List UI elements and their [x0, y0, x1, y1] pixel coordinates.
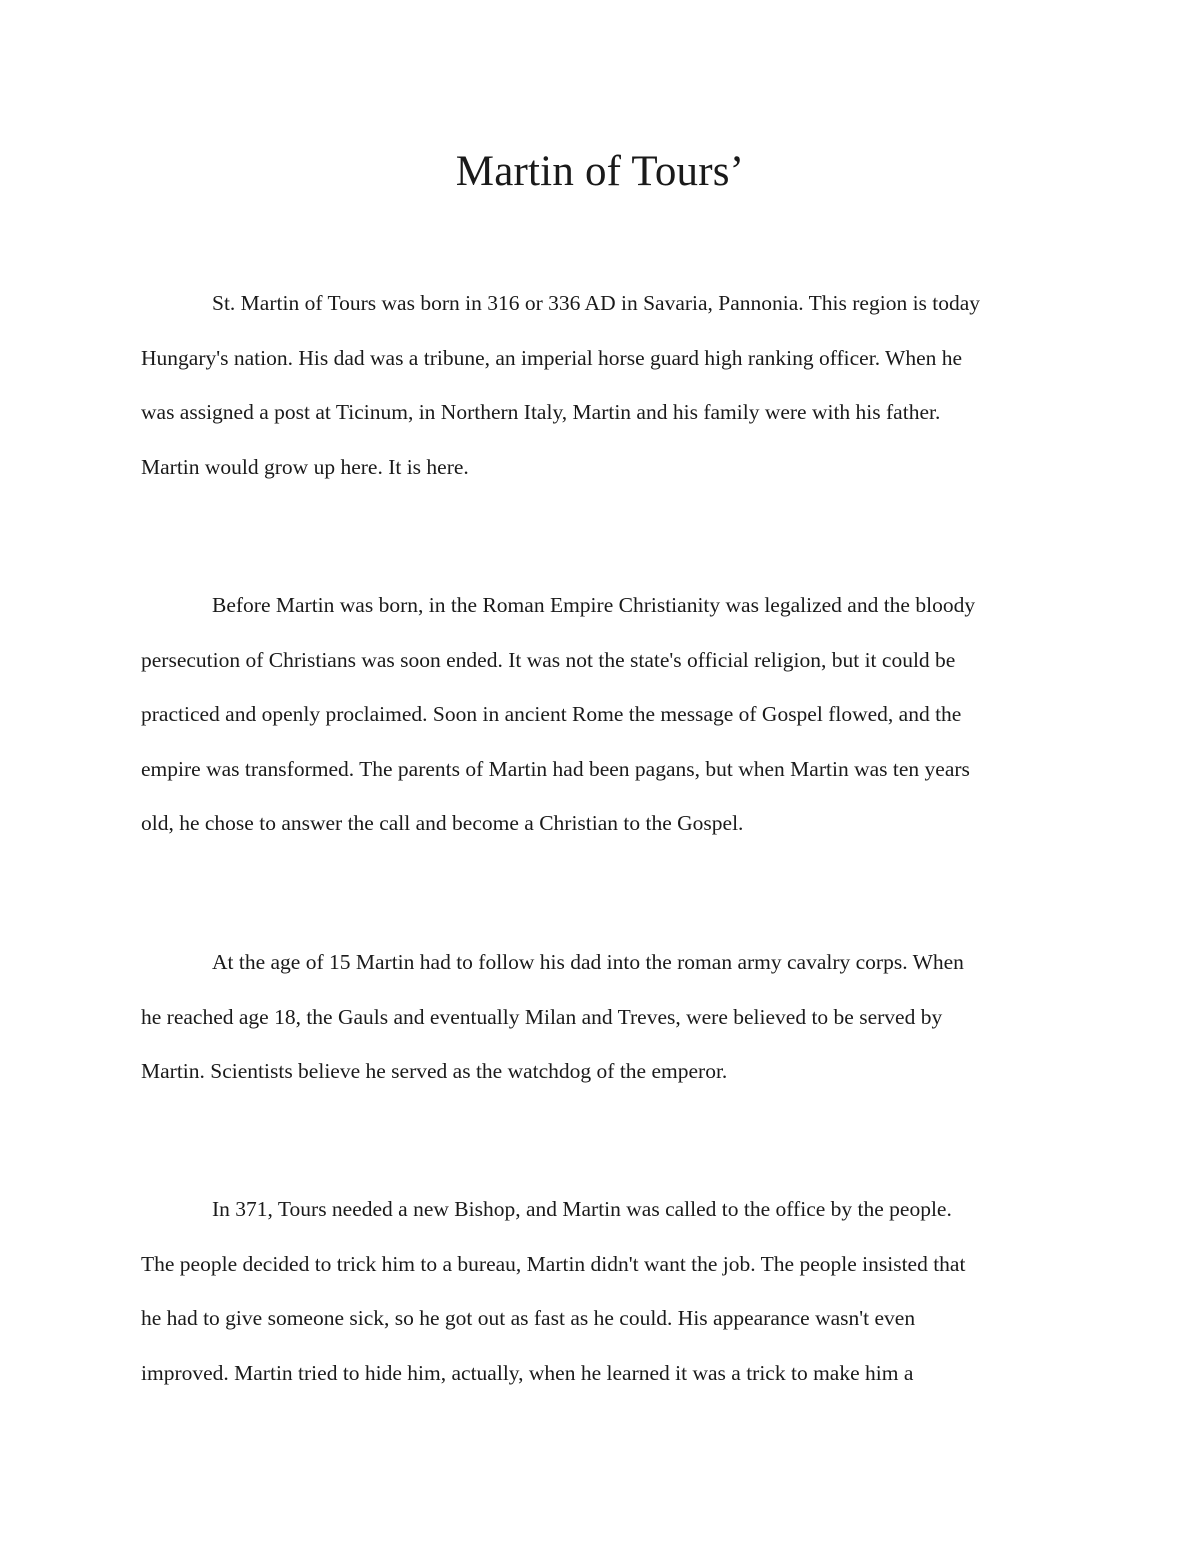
paragraph-line: old, he chose to answer the call and become a Christian to the Gospel. [141, 811, 744, 836]
paragraph-line: improved. Martin tried to hide him, actually, when he learned it was a trick to make him a [141, 1360, 914, 1385]
paragraph-line: At the age of 15 Martin had to follow his dad into the roman army cavalry corps. When [212, 950, 964, 974]
paragraph-line: Martin would grow up here. It is here. [141, 454, 469, 479]
paragraph-line: practiced and openly proclaimed. Soon in ancient Rome the message of Gospel flowed, and the [141, 702, 962, 727]
paragraph-line: was assigned a post at Ticinum, in Northern Italy, Martin and his family were with his father. [141, 400, 941, 425]
paragraph-line: Hungary's nation. His dad was a tribune, an imperial horse guard high ranking officer. When he [141, 345, 963, 370]
paragraph-line: Before Martin was born, in the Roman Empire Christianity was legalized and the bloody [212, 593, 976, 617]
paragraph-line: he had to give someone sick, so he got out as fast as he could. His appearance wasn't even [141, 1306, 916, 1331]
paragraph-line: empire was transformed. The parents of Martin had been pagans, but when Martin was ten years [141, 756, 970, 781]
paragraph-line: he reached age 18, the Gauls and eventually Milan and Treves, were believed to be served by [141, 1004, 943, 1029]
paragraph-line: In 371, Tours needed a new Bishop, and Martin was called to the office by the people. [212, 1197, 952, 1221]
paragraph-birth [141, 276, 1059, 494]
paragraph-line: The people decided to trick him to a bureau, Martin didn't want the job. The people insisted that [141, 1251, 966, 1276]
paragraph-christianity [141, 578, 1059, 851]
paragraph-army [141, 935, 1059, 1099]
paragraph-line: persecution of Christians was soon ended. It was not the state's official religion, but it could be [141, 647, 956, 672]
paragraph-bishop [141, 1182, 1059, 1400]
paragraph-line: Martin. Scientists believe he served as the watchdog of the emperor. [141, 1059, 728, 1084]
page-title: Martin of Tours’ [455, 148, 745, 195]
paragraph-line: St. Martin of Tours was born in 316 or 336 AD in Savaria, Pannonia. This region is today [212, 291, 981, 315]
